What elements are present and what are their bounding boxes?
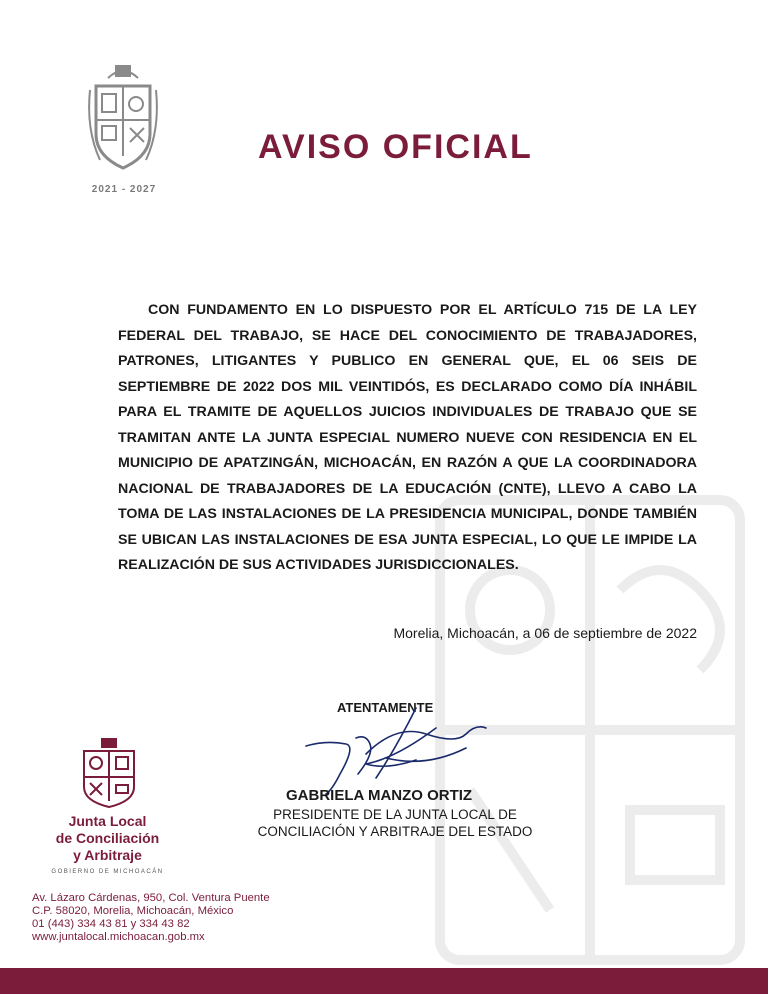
signer-role-line-2: CONCILIACIÓN Y ARBITRAJE DEL ESTADO [257,824,533,839]
address-line-2: C.P. 58020, Morelia, Michoacán, México [32,905,234,917]
signer-role-line-1: PRESIDENTE DE LA JUNTA LOCAL DE [273,807,517,822]
signer-name: GABRIELA MANZO ORTIZ [286,787,473,804]
footer-bar [0,968,768,994]
administration-years: 2021 - 2027 [91,184,157,195]
page-title: AVISO OFICIAL [258,128,533,166]
phone-numbers: 01 (443) 334 43 81 y 334 43 82 [32,918,190,930]
closing-salutation: ATENTAMENTE [337,700,434,715]
organization-subtitle: GOBIERNO DE MICHOACÁN [51,869,164,875]
handwritten-signature [296,698,496,798]
organization-name-line-1: Junta Local [68,813,147,829]
place-and-date: Morelia, Michoacán, a 06 de septiembre de 2022 [393,625,697,641]
organization-name [45,813,170,864]
notice-paragraph: CON FUNDAMENTO EN LO DISPUESTO POR EL ARTÍCULO 715 DE LA LEY FEDERAL DEL TRABAJO, SE HACE DEL CONOCIMIENTO DE TRABAJADORES, PATRONES, LITIGANTES Y PUBLICO EN GENERAL QUE, EL 06 SEIS DE SEPTIEMBRE DE 2022 DOS MIL VEINTIDÓS, ES DECLARADO COMO DÍA INHÁBIL PARA EL TRAMITE DE AQUELLOS JUICIOS INDIVIDUALES DE TRABAJO QUE SE TRAMITAN ANTE LA JUNTA ESPECIAL NUMERO NUEVE CON RESIDENCIA EN EL MUNICIPIO DE APATZINGÁN, MICHOACÁN, EN RAZÓN A QUE LA COORDINADORA NACIONAL DE TRABAJADORES DE LA EDUCACIÓN (CNTE), LLEVO A CABO LA TOMA DE LAS INSTALACIONES DE LA PRESIDENCIA MUNICIPAL, DONDE TAMBIÉN SE UBICAN LAS INSTALACIONES DE ESA JUNTA ESPECIAL, LO QUE LE IMPIDE LA REALIZACIÓN DE SUS ACTIVIDADES JURISDICCIONALES. [118,302,697,573]
signer-role [230,806,560,840]
contact-info [32,892,270,944]
organization-name-line-3: y Arbitraje [73,847,142,863]
address-line-1: Av. Lázaro Cárdenas, 950, Col. Ventura Puente [32,892,270,904]
website-link[interactable]: www.juntalocal.michoacan.gob.mx [32,931,205,943]
michoacan-crest-icon [88,64,158,176]
notice-body [118,298,697,579]
junta-local-logo-icon [80,737,138,809]
organization-name-line-2: de Conciliación [55,830,160,846]
